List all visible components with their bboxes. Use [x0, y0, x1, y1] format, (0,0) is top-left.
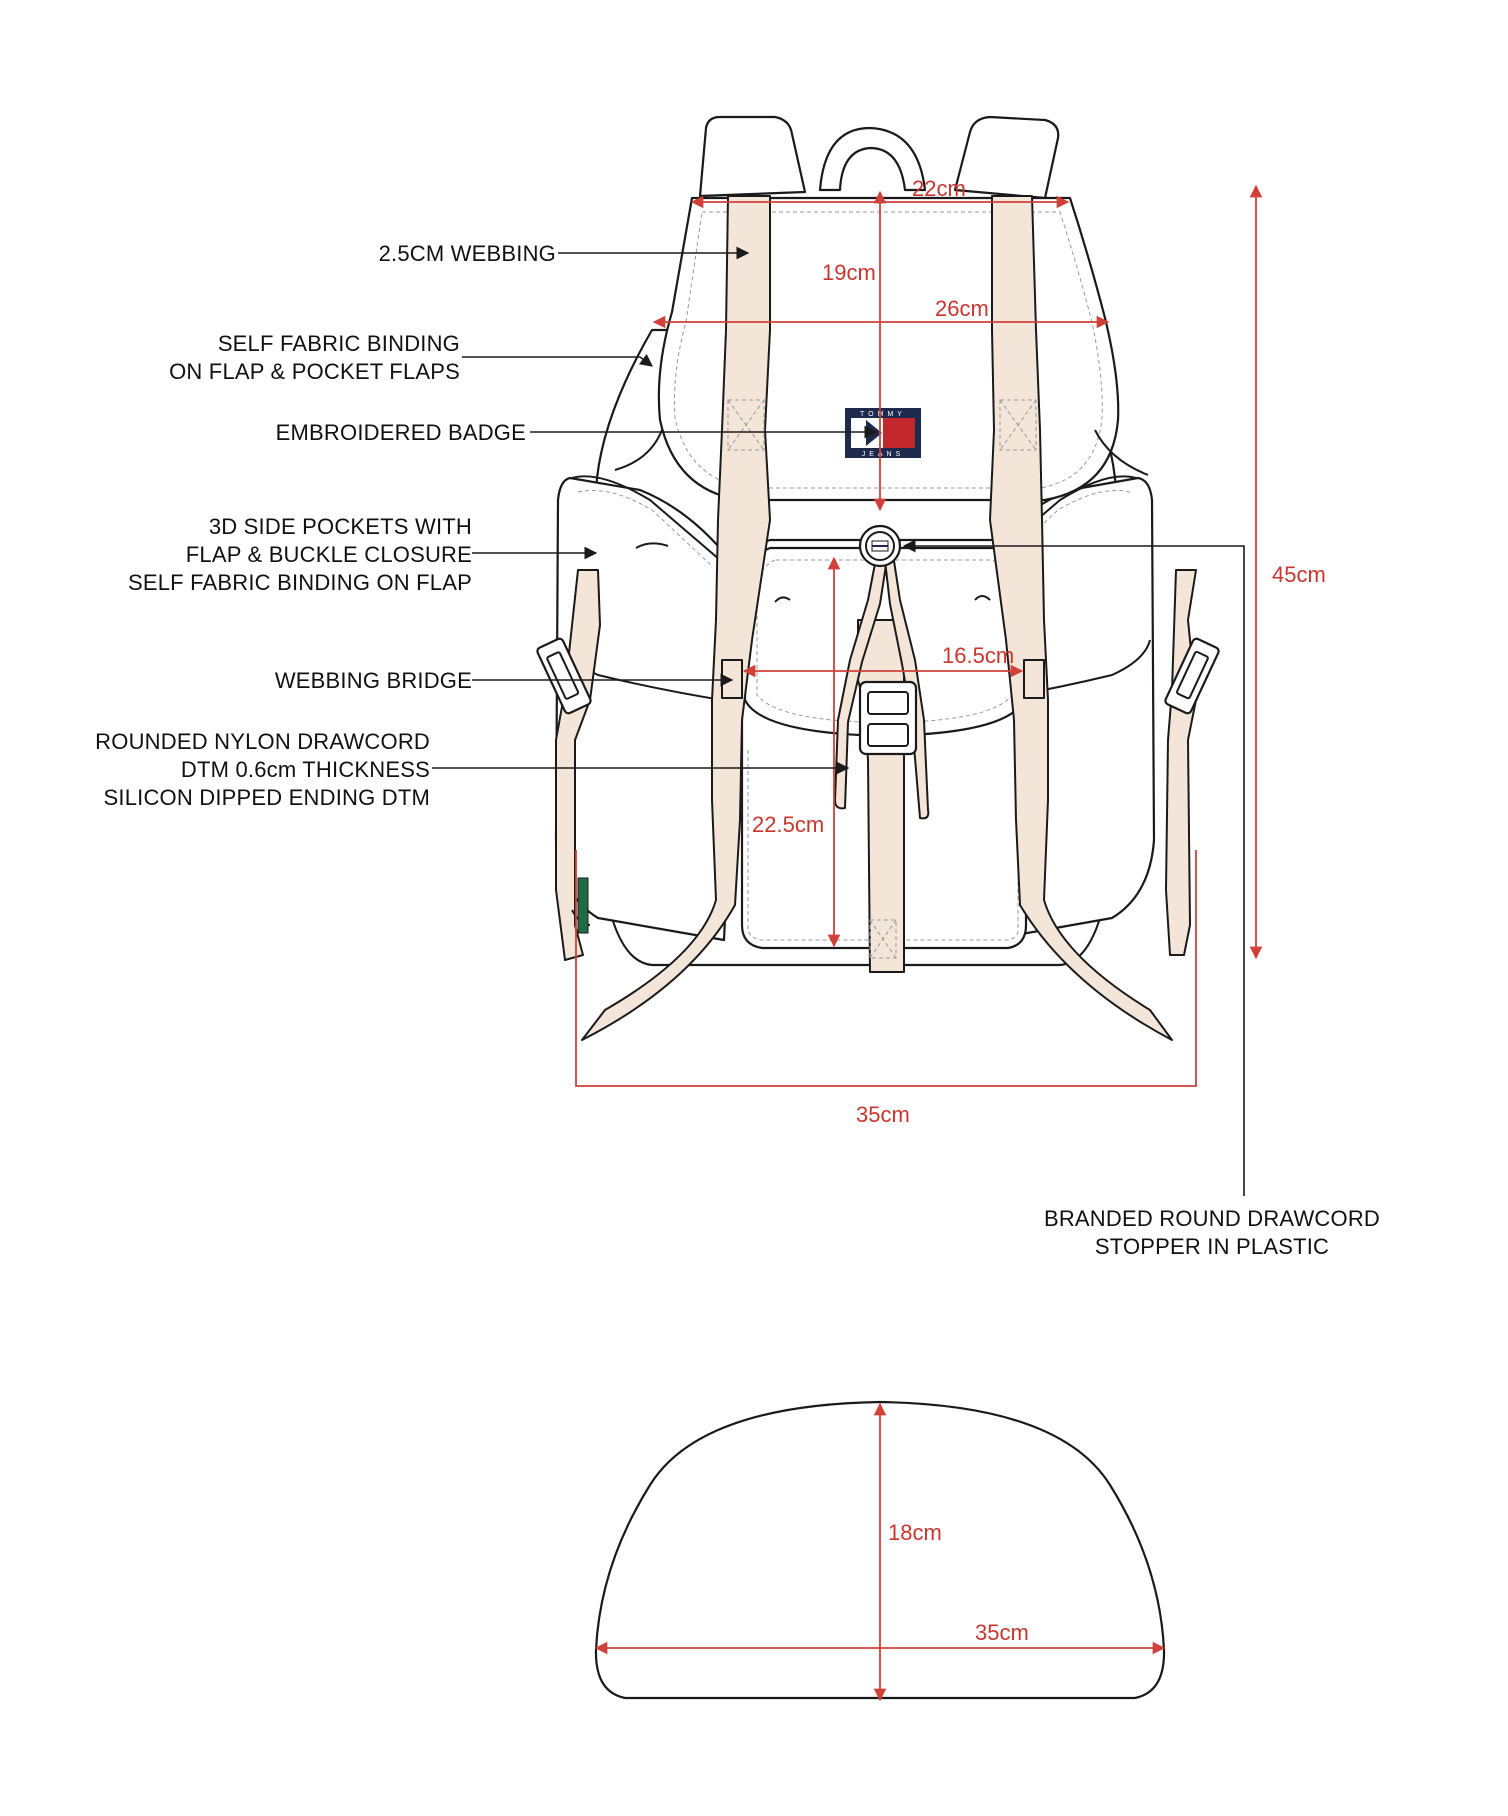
badge-bottom-text: JEANS [861, 451, 905, 458]
dim-flap-height-label: 19cm [822, 260, 876, 285]
dim-top-width-label: 22cm [912, 176, 966, 201]
center-buckle [860, 682, 916, 754]
dim-bottom-width-label: 35cm [975, 1620, 1029, 1645]
callout-stopper-line-2: STOPPER IN PLASTIC [1094, 1234, 1330, 1259]
callout-side-pockets-line-2: FLAP & BUCKLE CLOSURE [185, 542, 472, 567]
callout-webbing: 2.5CM WEBBING [378, 241, 556, 266]
callout-webbing-bridge: WEBBING BRIDGE [274, 668, 472, 693]
dim-pocket-height-label: 22.5cm [752, 812, 825, 837]
drawcord-stopper [860, 526, 900, 566]
right-webbing-bridge [1024, 660, 1044, 698]
callout-binding-line-2: ON FLAP & POCKET FLAPS [169, 359, 460, 384]
callout-drawcord-line-2: DTM 0.6cm THICKNESS [180, 757, 430, 782]
callout-binding-line-1: SELF FABRIC BINDING [217, 331, 460, 356]
dim-bottom-depth-label: 18cm [888, 1520, 942, 1545]
dim-total-height-label: 45cm [1272, 562, 1326, 587]
backpack-front-drawing [536, 117, 1220, 1040]
callout-drawcord-line-1: ROUNDED NYLON DRAWCORD [95, 729, 430, 754]
dim-pocket-width-label: 16.5cm [942, 643, 1015, 668]
callout-side-pockets-line-3: SELF FABRIC BINDING ON FLAP [127, 570, 472, 595]
callout-stopper-line-1: BRANDED ROUND DRAWCORD [1043, 1206, 1381, 1231]
dim-base-width-label: 35cm [856, 1102, 910, 1127]
right-side-strap [1166, 570, 1196, 955]
embroidered-badge [845, 408, 921, 458]
grab-handle [820, 128, 925, 190]
callout-drawcord-line-3: SILICON DIPPED ENDING DTM [103, 785, 430, 810]
left-strap-tag [578, 878, 588, 933]
left-shoulder-strap-top [700, 117, 805, 196]
callout-badge: EMBROIDERED BADGE [275, 420, 526, 445]
badge-top-text: TOMMY [860, 411, 906, 418]
dim-flap-width-label: 26cm [935, 296, 989, 321]
left-webbing-bridge [722, 660, 742, 698]
callout-side-pockets-line-1: 3D SIDE POCKETS WITH [208, 514, 472, 539]
right-shoulder-strap-top [955, 117, 1058, 198]
